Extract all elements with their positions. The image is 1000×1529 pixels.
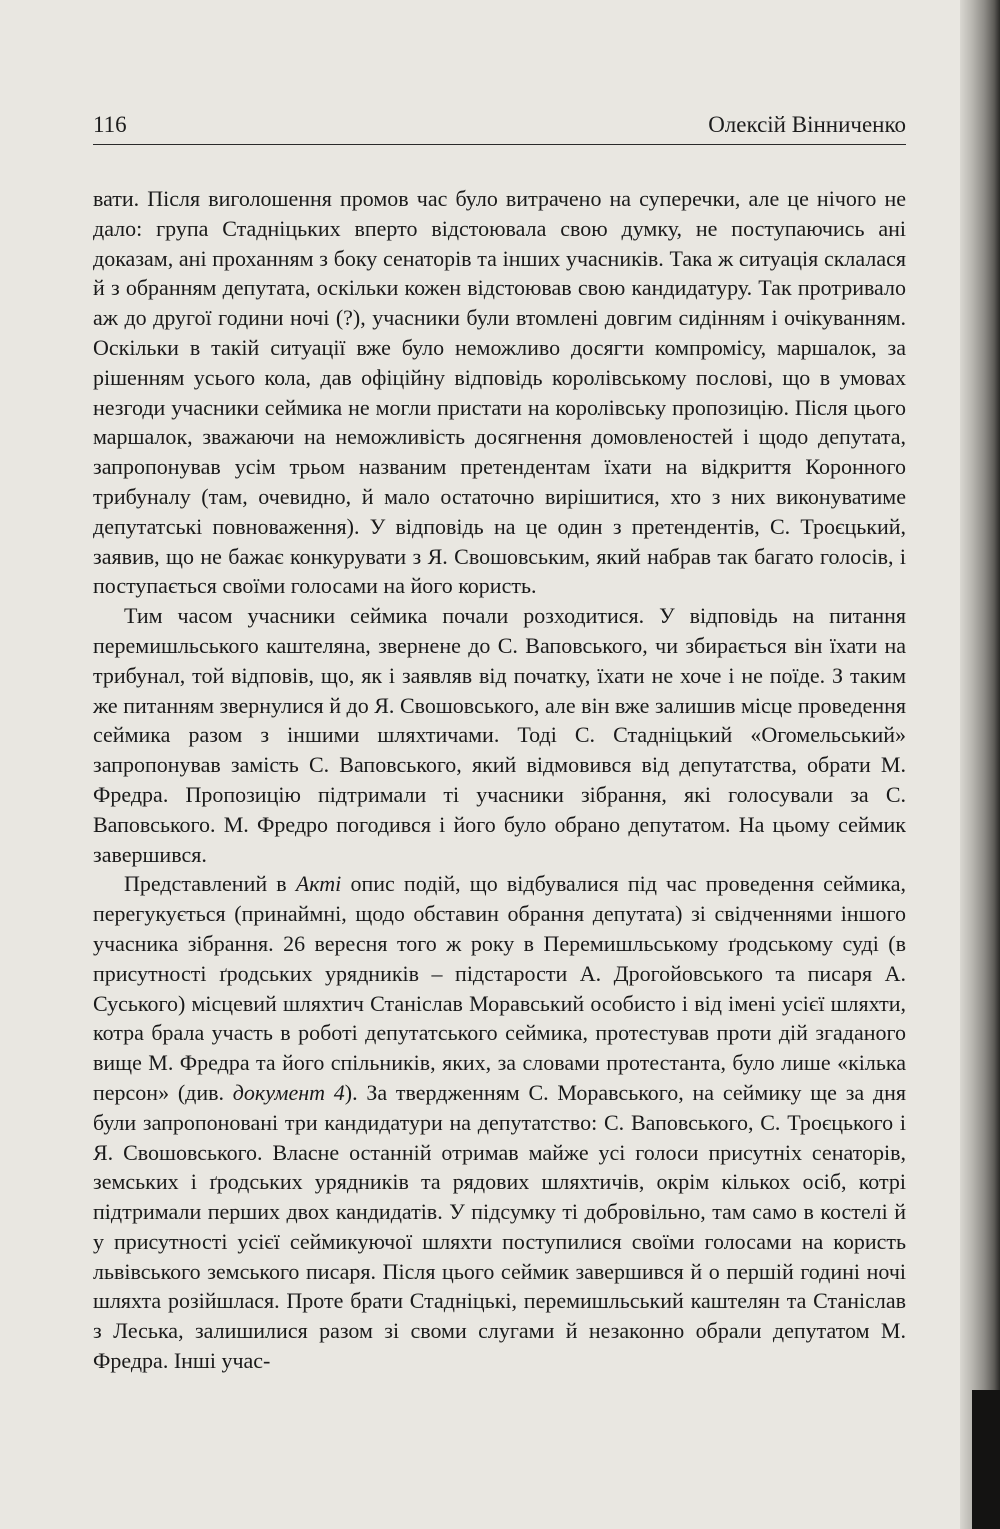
page-header [93, 110, 906, 145]
body-text [93, 184, 906, 1376]
book-edge-dark [972, 1390, 1000, 1529]
act-italic: Акті [295, 871, 342, 897]
document-ref-italic: документ 4 [232, 1079, 345, 1105]
paragraph-3 [93, 869, 906, 1376]
paragraph-1: вати. Після виголошення промов час було витрачено на суперечки, але це нічого не дало: група Стадніцьких вперто відстоювала свою думку, не поступаючись ані доказам, ані проханням з боку сенаторів та інших учасників. Така ж ситуація склалася й з обранням депутата, оскільки кожен відстоював свою кандидатуру. Так протривало аж до другої години ночі (?), учасники були втомлені довгим сидінням і очікуванням. Оскільки в такій ситуації вже було неможливо досягти компромісу, маршалок, за рішенням усього кола, дав офіційну відповідь королівському послові, що в умовах незгоди учасники сеймика не могли пристати на королівську пропозицію. Після цього маршалок, зважаючи на неможливість досягнення домовленостей і щодо депутата, запропонував усім трьом названим претендентам їхати на відкриття Коронного трибуналу (там, очевидно, й мало остаточно вирішитися, хто з них виконуватиме депутатські повноваження). У відповідь на це один з претендентів, С. Троєцький, заявив, що не бажає конкурувати з Я. Свошовським, який набрав так багато голосів, і поступається своїми голосами на його користь. [93, 186, 906, 599]
paragraph-3-text-c: ). За твердженням С. Моравського, на сеймику ще за дня були запропоновані три кандидатури на депутатство: С. Ваповського, С. Троєцького і Я. Свошовського. Власне останній отримав майже усі голоси присутніх сенаторів, земських і ґродських урядників та рядових шляхтичів, окрім кількох осіб, котрі підтримали перших двох кандидатів. У підсумку ті добровільно, там само в костелі й у присутності усієї сеймикуючої шляхти поступилися своїми голосами на користь львівського земського писаря. Після цього сеймик завершився й о першій годині ночі шляхта розійшлася. Проте брати Стадніцькі, перемишльський каштелян та Станіслав з Леська, залишилися разом зі своми слугами й незаконно обрали депутатом М. Фредра. Інші учас- [93, 1079, 906, 1374]
paragraph-3-text-a: Представлений в [124, 871, 296, 897]
paragraph-2: Тим часом учасники сеймика почали розходитися. У відповідь на питання перемишльського каштеляна, звернене до С. Ваповського, чи збирається він їхати на трибунал, той відповів, що, як і заявляв від початку, їхати не хоче і не поїде. З таким же питанням звернулися й до Я. Свошовського, але він вже залишив місце проведення сеймика разом з іншими шляхтичами. Тоді С. Стадніцький «Огомельський» запропонував замість С. Ваповського, який відмовився від депутатства, обрати М. Фредра. Пропозицію підтримали ті учасники зібрання, які голосували за С. Ваповського. М. Фредро погодився і його було обрано депутатом. На цьому сеймик завершився. [93, 603, 906, 867]
page-number: 116 [93, 112, 127, 137]
book-edge-shadow [960, 0, 1000, 1529]
paragraph-3-text-b: опис подій, що відбувалися під час проведення сеймика, перегукується (принаймні, щодо обставин обрання депутата) зі свідченнями іншого учасника зібрання. 26 вересня того ж року в Перемишльському ґродському суді (в присутності ґродських урядників – підстарости А. Дрогойовського та писаря А. Суського) місцевий шляхтич Станіслав Моравський особисто і від імені усієї шляхти, котра брала участь в роботі депутатського сеймика, протестував проти дій згаданого вище М. Фредра та його спільників, яких, за словами протестанта, було лише «кілька персон» (див. [93, 871, 906, 1105]
running-head-author: Олексій Вінниченко [708, 112, 906, 137]
